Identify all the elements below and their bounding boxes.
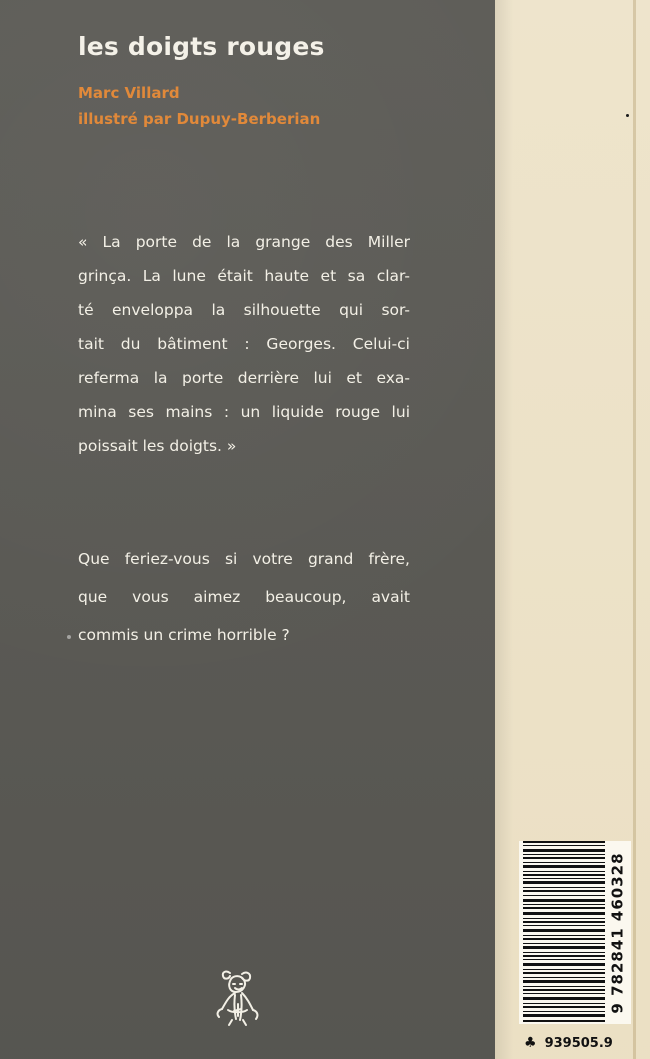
publisher-mark-icon: ♣ xyxy=(524,1035,537,1051)
illustrator-credit: illustré par Dupuy-Berberian xyxy=(78,110,321,128)
question-text xyxy=(78,540,410,654)
reference-code-row xyxy=(524,1033,613,1053)
publisher-logo-icon xyxy=(205,965,269,1027)
paper-speck xyxy=(67,635,71,639)
barcode-icon xyxy=(522,841,606,1024)
author-name: Marc Villard xyxy=(78,84,180,102)
barcode-number-text: 9 782841 460328 xyxy=(609,851,628,1014)
excerpt-line: grinça. La lune était haute et sa clar- xyxy=(78,267,410,285)
book-title: les doigts rouges xyxy=(78,32,325,61)
excerpt-line: mina ses mains : un liquide rouge lui xyxy=(78,403,410,421)
barcode-number xyxy=(605,841,631,1024)
question-line: commis un crime horrible ? xyxy=(78,626,290,644)
question-line: que vous aimez beaucoup, avait xyxy=(78,588,410,606)
excerpt-line: referma la porte derrière lui et exa- xyxy=(78,369,410,387)
barcode-label xyxy=(519,841,631,1024)
excerpt-line: « La porte de la grange des Miller xyxy=(78,233,410,251)
excerpt-text xyxy=(78,225,410,463)
excerpt-line: tait du bâtiment : Georges. Celui-ci xyxy=(78,335,410,353)
reference-code: 939505.9 xyxy=(544,1035,613,1051)
paper-mark xyxy=(626,114,629,117)
excerpt-line: poissait les doigts. » xyxy=(78,437,237,455)
question-line: Que feriez-vous si votre grand frère, xyxy=(78,550,410,568)
excerpt-line: té enveloppa la silhouette qui sor- xyxy=(78,301,410,319)
spine-edge-shadow xyxy=(633,0,636,1059)
